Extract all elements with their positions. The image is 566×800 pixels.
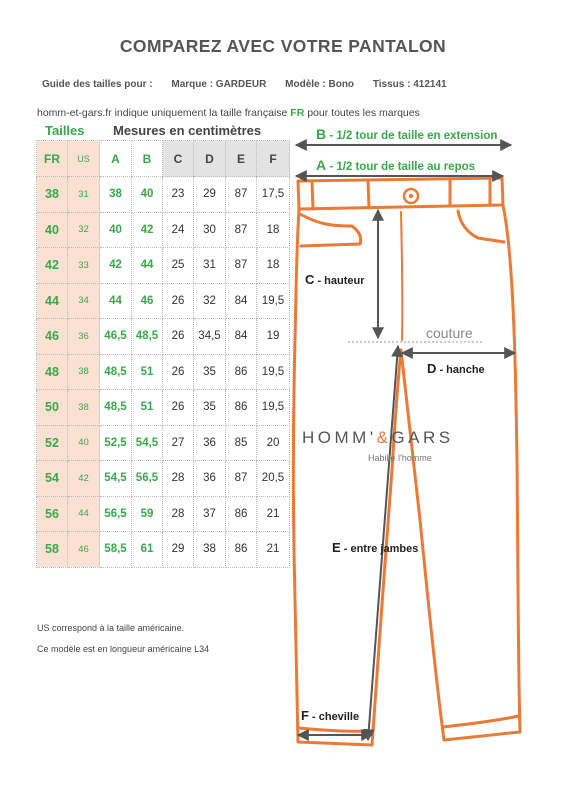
table-cell-c: 24 xyxy=(163,212,194,248)
table-cell-f: 19,5 xyxy=(257,354,290,390)
table-cell-fr: 50 xyxy=(37,390,68,426)
table-cell-d: 36 xyxy=(194,425,226,461)
brand-tagline: Habille l'homme xyxy=(368,453,432,463)
table-cell-b: 44 xyxy=(132,248,163,284)
table-cell-us: 44 xyxy=(68,496,100,532)
col-header-c: C xyxy=(163,141,194,177)
brand-logo-pre: HOMM' xyxy=(302,428,377,447)
label-a-letter: A xyxy=(316,157,327,173)
table-cell-fr: 46 xyxy=(37,319,68,355)
table-cell-e: 86 xyxy=(226,532,257,568)
brand-logo xyxy=(302,428,454,448)
col-header-f: F xyxy=(257,141,290,177)
table-cell-f: 18 xyxy=(257,248,290,284)
col-header-a: A xyxy=(100,141,132,177)
table-cell-b: 54,5 xyxy=(132,425,163,461)
col-header-e: E xyxy=(226,141,257,177)
site-note-highlight: FR xyxy=(290,107,305,119)
table-cell-us: 33 xyxy=(68,248,100,284)
table-cell-e: 87 xyxy=(226,212,257,248)
table-cell-a: 40 xyxy=(100,212,132,248)
brand-value: Marque : GARDEUR xyxy=(171,79,267,90)
table-cell-c: 28 xyxy=(163,461,194,497)
table-cell-f: 19 xyxy=(257,319,290,355)
table-cell-f: 18 xyxy=(257,212,290,248)
site-note-prefix: homm-et-gars.fr indique uniquement la taille française xyxy=(37,107,288,119)
table-cell-a: 42 xyxy=(100,248,132,284)
table-cell-d: 35 xyxy=(194,354,226,390)
table-cell-fr: 44 xyxy=(37,283,68,319)
table-cell-us: 31 xyxy=(68,177,100,213)
table-cell-fr: 54 xyxy=(37,461,68,497)
label-f-letter: F xyxy=(301,708,309,723)
table-cell-e: 84 xyxy=(226,319,257,355)
table-cell-c: 26 xyxy=(163,283,194,319)
site-note-suffix: pour toutes les marques xyxy=(307,107,420,119)
label-c-text: - hauteur xyxy=(314,275,365,287)
table-cell-us: 34 xyxy=(68,283,100,319)
table-cell-fr: 56 xyxy=(37,496,68,532)
button-center xyxy=(409,194,413,198)
label-d-text: - hanche xyxy=(436,364,485,376)
page-title: COMPAREZ AVEC VOTRE PANTALON xyxy=(119,36,447,56)
table-cell-us: 38 xyxy=(68,390,100,426)
label-c-letter: C xyxy=(305,272,315,287)
table-cell-b: 56,5 xyxy=(132,461,163,497)
table-cell-e: 86 xyxy=(226,390,257,426)
label-f xyxy=(301,708,359,723)
table-cell-c: 25 xyxy=(163,248,194,284)
table-cell-f: 21 xyxy=(257,532,290,568)
table-cell-a: 58,5 xyxy=(100,532,132,568)
table-cell-us: 32 xyxy=(68,212,100,248)
col-header-d: D xyxy=(194,141,226,177)
label-e-text: - entre jambes xyxy=(340,543,419,555)
couture-label: couture xyxy=(426,325,473,341)
label-c xyxy=(305,272,365,287)
table-cell-a: 46,5 xyxy=(100,319,132,355)
label-e xyxy=(332,540,418,555)
label-f-text: - cheville xyxy=(308,711,360,723)
col-header-fr: FR xyxy=(37,141,68,177)
table-cell-f: 19,5 xyxy=(257,390,290,426)
table-cell-b: 48,5 xyxy=(132,319,163,355)
table-cell-fr: 40 xyxy=(37,212,68,248)
table-cell-a: 52,5 xyxy=(100,425,132,461)
table-cell-d: 35 xyxy=(194,390,226,426)
table-cell-e: 87 xyxy=(226,177,257,213)
label-b-text: - 1/2 tour de taille en extension xyxy=(326,130,498,142)
table-cell-d: 34,5 xyxy=(194,319,226,355)
table-cell-e: 85 xyxy=(226,425,257,461)
table-cell-d: 36 xyxy=(194,461,226,497)
table-cell-a: 54,5 xyxy=(100,461,132,497)
table-cell-b: 61 xyxy=(132,532,163,568)
length-note: Ce modèle est en longueur américaine L34 xyxy=(37,644,210,654)
table-cell-fr: 52 xyxy=(37,425,68,461)
table-cell-f: 20,5 xyxy=(257,461,290,497)
table-cell-d: 32 xyxy=(194,283,226,319)
table-cell-e: 84 xyxy=(226,283,257,319)
table-cell-d: 30 xyxy=(194,212,226,248)
table-cell-fr: 38 xyxy=(37,177,68,213)
table-cell-b: 46 xyxy=(132,283,163,319)
tailles-header: Tailles xyxy=(45,123,85,138)
col-header-us: US xyxy=(68,141,100,177)
table-cell-us: 38 xyxy=(68,354,100,390)
table-cell-fr: 42 xyxy=(37,248,68,284)
table-cell-a: 48,5 xyxy=(100,390,132,426)
table-cell-b: 59 xyxy=(132,496,163,532)
table-cell-f: 21 xyxy=(257,496,290,532)
brand-logo-amp: & xyxy=(376,428,392,447)
table-cell-c: 26 xyxy=(163,390,194,426)
table-cell-d: 37 xyxy=(194,496,226,532)
table-cell-a: 44 xyxy=(100,283,132,319)
table-cell-c: 26 xyxy=(163,354,194,390)
table-cell-a: 56,5 xyxy=(100,496,132,532)
table-cell-c: 28 xyxy=(163,496,194,532)
label-a xyxy=(316,157,475,173)
table-cell-c: 26 xyxy=(163,319,194,355)
table-cell-us: 36 xyxy=(68,319,100,355)
table-cell-us: 46 xyxy=(68,532,100,568)
label-d xyxy=(427,361,485,376)
table-cell-d: 29 xyxy=(194,177,226,213)
table-cell-a: 38 xyxy=(100,177,132,213)
table-cell-b: 40 xyxy=(132,177,163,213)
label-a-text: - 1/2 tour de taille au repos xyxy=(326,161,476,173)
table-cell-a: 48,5 xyxy=(100,354,132,390)
model-value: Modèle : Bono xyxy=(285,79,355,90)
table-cell-c: 23 xyxy=(163,177,194,213)
table-cell-f: 17,5 xyxy=(257,177,290,213)
table-cell-e: 87 xyxy=(226,461,257,497)
table-cell-b: 51 xyxy=(132,390,163,426)
table-cell-b: 42 xyxy=(132,212,163,248)
table-cell-f: 20 xyxy=(257,425,290,461)
us-note: US correspond à la taille américaine. xyxy=(37,623,185,633)
table-cell-d: 38 xyxy=(194,532,226,568)
table-cell-b: 51 xyxy=(132,354,163,390)
label-d-letter: D xyxy=(427,361,437,376)
fabric-value: Tissus : 412141 xyxy=(372,79,447,90)
label-b-letter: B xyxy=(316,126,327,142)
table-cell-d: 31 xyxy=(194,248,226,284)
table-cell-e: 86 xyxy=(226,496,257,532)
label-b xyxy=(316,126,497,142)
table-cell-us: 40 xyxy=(68,425,100,461)
table-cell-e: 87 xyxy=(226,248,257,284)
mesures-header: Mesures en centimètres xyxy=(113,123,262,138)
guide-label: Guide des tailles pour : xyxy=(42,79,153,90)
brand-logo-post: GARS xyxy=(391,428,454,447)
table-cell-c: 29 xyxy=(163,532,194,568)
table-cell-e: 86 xyxy=(226,354,257,390)
table-cell-fr: 48 xyxy=(37,354,68,390)
table-cell-f: 19,5 xyxy=(257,283,290,319)
col-header-b: B xyxy=(132,141,163,177)
table-cell-us: 42 xyxy=(68,461,100,497)
table-cell-c: 27 xyxy=(163,425,194,461)
label-e-letter: E xyxy=(332,540,341,555)
table-cell-fr: 58 xyxy=(37,532,68,568)
